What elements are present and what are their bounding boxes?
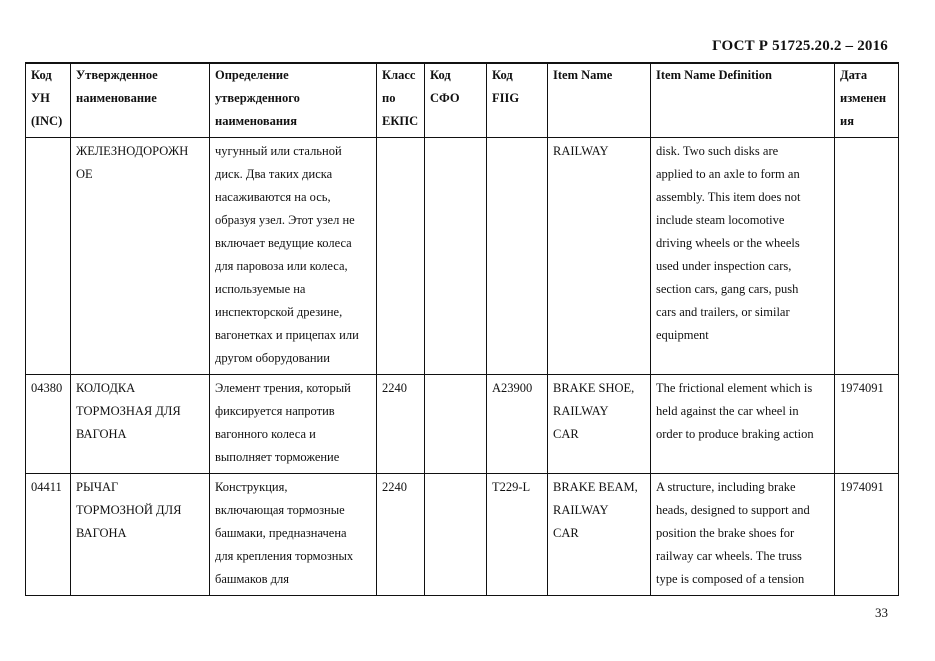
header-item-name [548, 63, 651, 138]
table-row [26, 375, 899, 474]
cell-change-date [835, 375, 899, 474]
header-ekps-class [377, 63, 425, 138]
header-sfo-code [425, 63, 487, 138]
text-line: include steam locomotive [656, 213, 785, 227]
cell-name-definition [210, 474, 377, 596]
text-line: ТОРМОЗНОЙ ДЛЯ [76, 503, 182, 517]
text-line: A structure, including brake [656, 480, 796, 494]
text-line [492, 140, 543, 163]
text-line: position the brake shoes for [656, 526, 795, 540]
text-line: T229-L [492, 480, 531, 494]
text-line: фиксируется напротив [215, 404, 335, 418]
table-row [26, 138, 899, 375]
text-line: ВАГОНА [76, 526, 127, 540]
text-line: 1974091 [840, 381, 884, 395]
text-line: Item Name [553, 68, 613, 82]
text-line: диск. Два таких диска [215, 167, 333, 181]
header-inc [26, 63, 71, 138]
cell-sfo-code [425, 138, 487, 375]
text-line: applied to an axle to form an [656, 167, 800, 181]
cell-item-name [548, 138, 651, 375]
table-header-row [26, 63, 899, 138]
header-name-definition [210, 63, 377, 138]
cell-item-name [548, 375, 651, 474]
text-line: disk. Two such disks are [656, 144, 779, 158]
text-line: изменен [840, 91, 887, 105]
text-line: Item Name Definition [656, 68, 772, 82]
text-line: ЕКПС [382, 114, 419, 128]
text-line: Класс [382, 68, 416, 82]
text-line: Код [430, 68, 451, 82]
cell-sfo-code [425, 474, 487, 596]
text-line: Элемент трения, который [215, 381, 351, 395]
text-line: 2240 [382, 381, 407, 395]
cell-approved-name [71, 474, 210, 596]
text-line: для крепления тормозных [215, 549, 354, 563]
text-line: 2240 [382, 480, 407, 494]
cell-item-name-definition [651, 474, 835, 596]
text-line: образуя узел. Этот узел не [215, 213, 355, 227]
cell-inc [26, 375, 71, 474]
text-line: (INC) [31, 114, 63, 128]
cell-inc [26, 474, 71, 596]
text-line: инспекторской дрезине, [215, 305, 343, 319]
table-row [26, 474, 899, 596]
cell-ekps-class [377, 375, 425, 474]
page-number: 33 [875, 605, 888, 620]
cell-inc [26, 138, 71, 375]
cell-approved-name [71, 138, 210, 375]
text-line: assembly. This item does not [656, 190, 801, 204]
text-line: used under inspection cars, [656, 259, 792, 273]
cell-sfo-code [425, 375, 487, 474]
cell-fiig-code [487, 474, 548, 596]
cell-name-definition [210, 375, 377, 474]
text-line: BRAKE BEAM, [553, 480, 638, 494]
text-line [382, 140, 420, 163]
text-line: ЖЕЛЕЗНОДОРОЖН [76, 144, 189, 158]
text-line: КОЛОДКА [76, 381, 136, 395]
text-line: используемые на [215, 282, 306, 296]
text-line: held against the car wheel in [656, 404, 799, 418]
document-code-header: ГОСТ Р 51725.20.2 – 2016 [712, 38, 888, 54]
cell-fiig-code [487, 375, 548, 474]
text-line: вагонетках и прицепах или [215, 328, 359, 342]
cell-approved-name [71, 375, 210, 474]
text-line: Код [492, 68, 513, 82]
cell-fiig-code [487, 138, 548, 375]
text-line: включающая тормозные [215, 503, 345, 517]
text-line: ВАГОНА [76, 427, 127, 441]
text-line: ия [840, 114, 854, 128]
item-names-table [25, 62, 899, 596]
text-line: BRAKE SHOE, [553, 381, 635, 395]
text-line [31, 140, 66, 163]
text-line: heads, designed to support and [656, 503, 810, 517]
text-line: Дата [840, 68, 868, 82]
text-line [430, 140, 482, 163]
text-line: equipment [656, 328, 709, 342]
text-line: чугунный или стальной [215, 144, 342, 158]
cell-item-name [548, 474, 651, 596]
text-line: Конструкция, [215, 480, 288, 494]
text-line: ТОРМОЗНАЯ ДЛЯ [76, 404, 181, 418]
text-line: cars and trailers, or similar [656, 305, 790, 319]
text-line: railway car wheels. The truss [656, 549, 802, 563]
text-line: выполняет торможение [215, 450, 340, 464]
text-line: section cars, gang cars, push [656, 282, 799, 296]
text-line: Утвержденное [76, 68, 158, 82]
text-line: насаживаются на ось, [215, 190, 331, 204]
text-line: RAILWAY [553, 503, 609, 517]
header-change-date [835, 63, 899, 138]
text-line: The frictional element which is [656, 381, 813, 395]
text-line: УН [31, 91, 50, 105]
text-line: driving wheels or the wheels [656, 236, 800, 250]
text-line: РЫЧАГ [76, 480, 119, 494]
header-item-name-definition [651, 63, 835, 138]
text-line: A23900 [492, 381, 533, 395]
cell-ekps-class [377, 474, 425, 596]
text-line: башмаков для [215, 572, 289, 586]
text-line: Определение [215, 68, 289, 82]
text-line [840, 140, 894, 163]
header-fiig-code [487, 63, 548, 138]
text-line: СФО [430, 91, 460, 105]
text-line [430, 476, 482, 499]
text-line: order to produce braking action [656, 427, 814, 441]
cell-change-date [835, 474, 899, 596]
text-line: утвержденного [215, 91, 300, 105]
text-line: наименование [76, 91, 157, 105]
text-line: 04411 [31, 480, 62, 494]
text-line: CAR [553, 526, 579, 540]
text-line: CAR [553, 427, 579, 441]
cell-change-date [835, 138, 899, 375]
text-line: FIIG [492, 91, 520, 105]
text-line: включает ведущие колеса [215, 236, 352, 250]
text-line: 04380 [31, 381, 63, 395]
cell-name-definition [210, 138, 377, 375]
text-line: Код [31, 68, 52, 82]
text-line: по [382, 91, 396, 105]
text-line: RAILWAY [553, 144, 609, 158]
text-line: вагонного колеса и [215, 427, 316, 441]
cell-item-name-definition [651, 138, 835, 375]
text-line: башмаки, предназначена [215, 526, 347, 540]
header-approved-name [71, 63, 210, 138]
text-line: для паровоза или колеса, [215, 259, 348, 273]
text-line: другом оборудовании [215, 351, 330, 365]
text-line: RAILWAY [553, 404, 609, 418]
cell-item-name-definition [651, 375, 835, 474]
text-line: наименования [215, 114, 298, 128]
text-line: 1974091 [840, 480, 884, 494]
text-line: type is composed of a tension [656, 572, 805, 586]
cell-ekps-class [377, 138, 425, 375]
text-line [430, 377, 482, 400]
text-line: ОЕ [76, 167, 93, 181]
